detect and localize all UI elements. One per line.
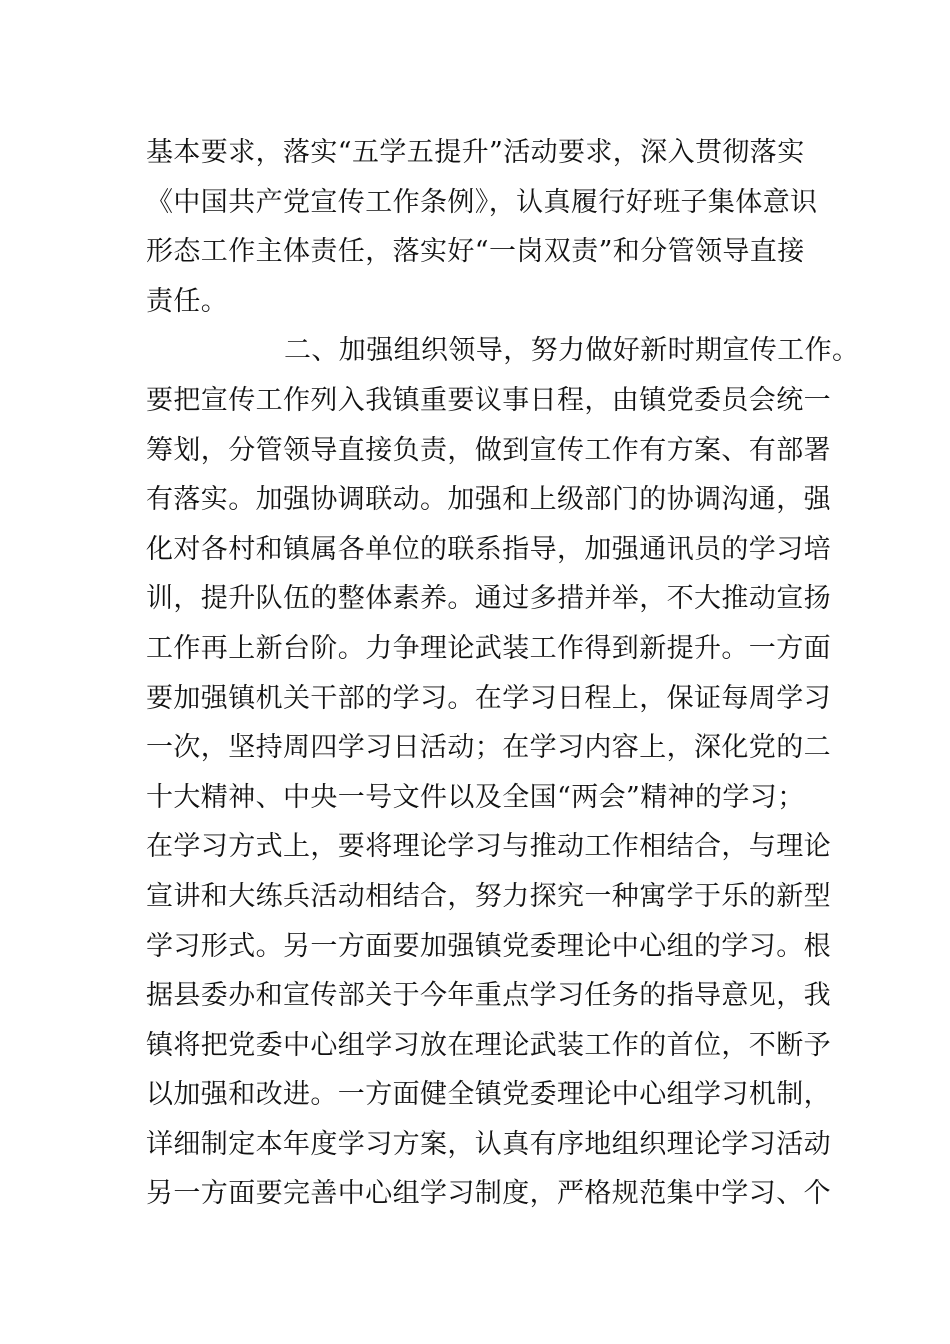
text-line: 详细制定本年度学习方案，认真有序地组织理论学习活动 [146,1128,831,1160]
text-line: 形态工作主体责任，落实好“一岗双责”和分管领导直接 [146,236,805,268]
text-line: 化对各村和镇属各单位的联系指导，加强通讯员的学习培 [146,533,831,565]
text-line: 工作再上新台阶。力争理论武装工作得到新提升。一方面 [146,632,831,664]
text-line: 以加强和改进。一方面健全镇党委理论中心组学习机制， [146,1079,831,1111]
text-line: 学习形式。另一方面要加强镇党委理论中心组的学习。根 [146,930,831,962]
text-line: 责任。 [146,285,229,317]
text-line: 宣讲和大练兵活动相结合，努力探究一种寓学于乐的新型 [146,880,831,912]
text-line: 在学习方式上，要将理论学习与推动工作相结合，与理论 [146,831,831,863]
text-line: 镇将把党委中心组学习放在理论武装工作的首位，不断予 [146,1029,831,1061]
text-line: 另一方面要完善中心组学习制度，严格规范集中学习、个 [146,1178,831,1210]
text-line: 一次，坚持周四学习日活动；在学习内容上，深化党的二 [146,732,831,764]
text-line: 据县委办和宣传部关于今年重点学习任务的指导意见，我 [146,980,831,1012]
body-text [146,128,860,1219]
text-line: 有落实。加强协调联动。加强和上级部门的协调沟通，强 [146,484,831,516]
text-line: 筹划，分管领导直接负责，做到宣传工作有方案、有部署 [146,434,831,466]
text-line: 《中国共产党宣传工作条例》，认真履行好班子集体意识 [146,186,818,218]
text-line: 要把宣传工作列入我镇重要议事日程，由镇党委员会统一 [146,384,831,416]
text-line: 要加强镇机关干部的学习。在学习日程上，保证每周学习 [146,682,831,714]
text-line: 基本要求，落实“五学五提升”活动要求，深入贯彻落实 [146,137,805,168]
text-line: 训，提升队伍的整体素养。通过多措并举，不大推动宣扬 [146,583,831,615]
text-line: 十大精神、中央一号文件以及全国“两会”精神的学习； [146,781,805,813]
section-heading: 二、加强组织领导，努力做好新时期宣传工作。 [284,335,860,367]
